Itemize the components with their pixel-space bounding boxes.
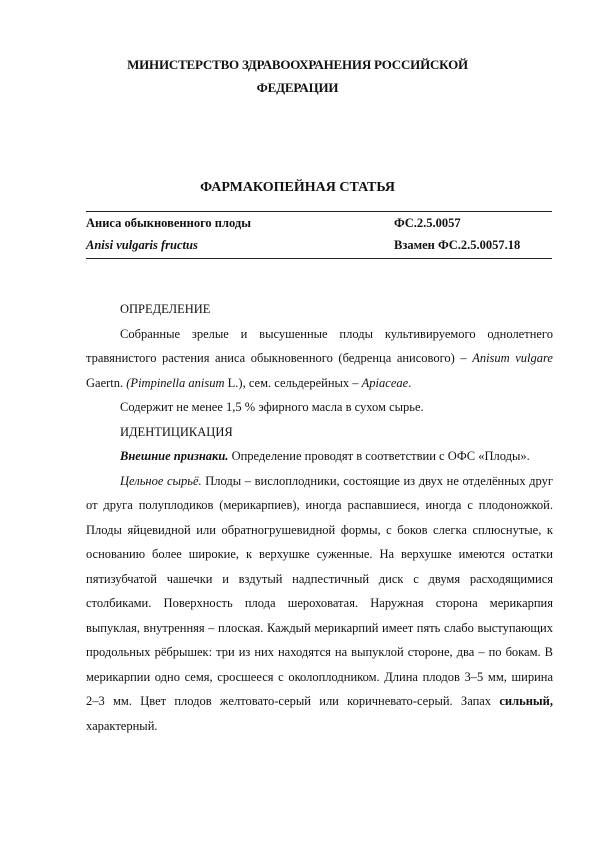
whole-material-paragraph [86, 469, 553, 739]
definition-heading: ОПРЕДЕЛЕНИЕ [120, 302, 211, 316]
definition-text-b: Gaertn. [86, 375, 127, 390]
whole-material-text: Плоды – вислоплодники, состоящие из двух не отделённых друг от друга полуплодиков (мерикарпиев), иногда распавшиеся, иногда с плодоножкой. Плоды яйцевидной или обратногрушевидной формы, с боков слегка сплюснутые, к основанию более широкие, к верхушке суженные. На верхушке имеются остатки пятизубчатой чашечки и вздутый надпестичный диск с двумя расходящимися столбиками. Поверхность плода шероховатая. Наружная сторона мерикарпия выпуклая, внутренняя – плоская. Каждый мерикарпий имеет пять слабо выступающих продольных рёбрышек: три из них находятся на выпуклой стороне, два – по бокам. В мерикарпии одно семя, сросшееся с околоплодником. Длина плодов 3–5 мм, ширина 2–3 мм. Цвет плодов желтовато-серый или коричневато-серый. Запах [86, 473, 553, 708]
whole-material-label: Цельное сырьё. [120, 473, 202, 488]
doc-title: ФАРМАКОПЕЙНАЯ СТАТЬЯ [200, 180, 395, 195]
definition-text-a: Собранные зрелые и высушенные плоды культивируемого однолетнего травянистого растения аниса обыкновенного (бедренца анисового) – [86, 326, 553, 365]
ministry-line-1: МИНИСТЕРСТВО ЗДРАВООХРАНЕНИЯ РОССИЙСКОЙ [127, 57, 468, 72]
definition-paragraph [86, 322, 553, 396]
code: ФС.2.5.0057 [394, 216, 461, 230]
article-body [86, 297, 553, 738]
whole-material-text-end: характерный. [86, 718, 158, 733]
external-signs-text: Определение проводят в соответствии с ОФС «Плоды». [228, 449, 530, 463]
external-signs-paragraph [86, 444, 553, 469]
oil-content: Содержит не менее 1,5 % эфирного масла в сухом сырье. [120, 400, 424, 414]
latin-apiaceae: Apiaceae [361, 375, 409, 390]
name-la: Anisi vulgaris fructus [86, 238, 198, 252]
top-rule [86, 211, 552, 212]
latin-anisum: Anisum vulgare [472, 351, 553, 365]
identification-heading: ИДЕНТИЦИКАЦИЯ [120, 424, 233, 439]
smell-strong: сильный, [499, 694, 553, 708]
name-ru: Аниса обыкновенного плоды [86, 216, 251, 230]
replaces: Взамен ФС.2.5.0057.18 [394, 238, 521, 252]
ministry-line-2: ФЕДЕРАЦИИ [256, 80, 339, 95]
definition-text-c: L.), сем. сельдерейных – [224, 375, 362, 390]
bottom-rule [86, 258, 552, 259]
definition-text-d: . [408, 375, 412, 390]
latin-pimpinella: (Pimpinella anisum [126, 375, 225, 390]
external-signs-label: Внешние признаки. [120, 449, 229, 463]
